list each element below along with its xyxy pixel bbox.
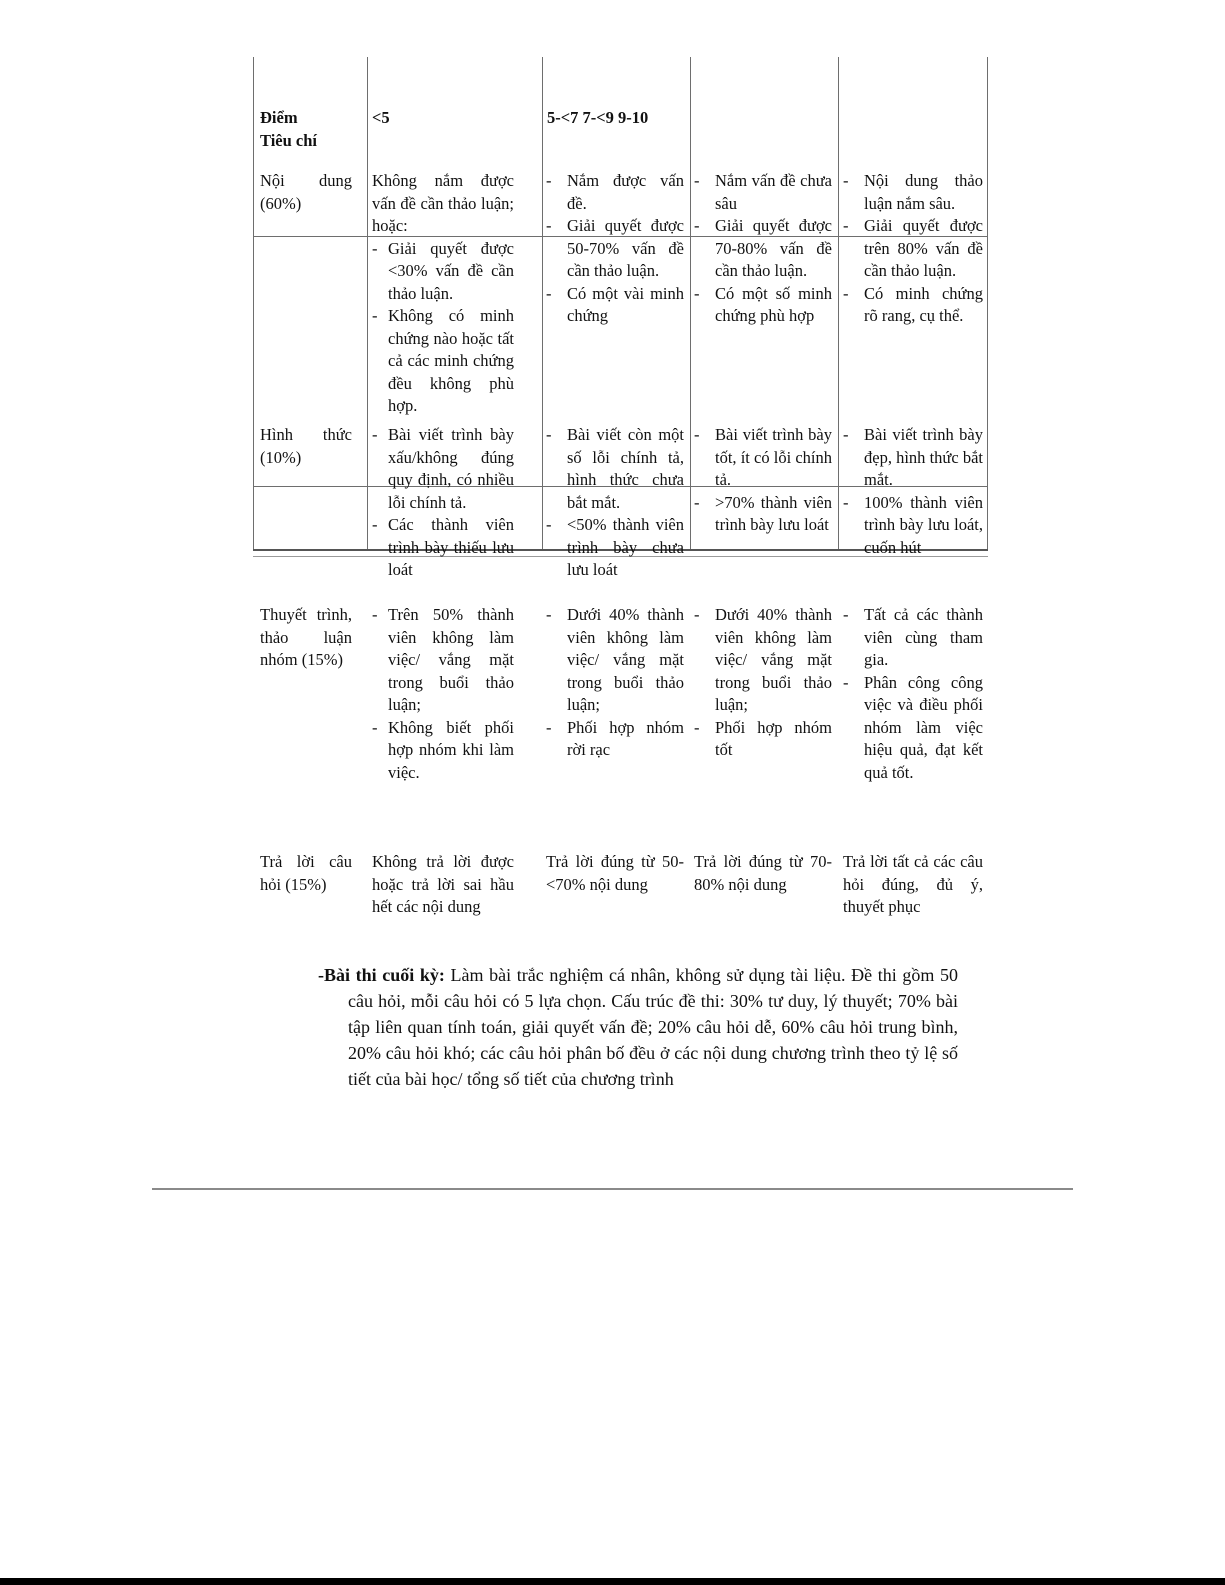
- header-criteria-line1: Điểm: [260, 108, 298, 127]
- cell-bullet-item: - Dưới 40% thành viên không làm việc/ vắng mặt trong buổi thảo luận;: [546, 604, 684, 717]
- cell-bullet-item: - Có minh chứng rõ rang, cụ thể.: [843, 283, 983, 328]
- rubric-cell-thuyettrinh-5to7: [546, 604, 684, 762]
- cell-bullet-item: - Không biết phối hợp nhóm khi làm việc.: [372, 717, 514, 785]
- final-exam-note-text: Làm bài trắc nghiệm cá nhân, không sử dụng tài liệu. Đề thi gồm 50 câu hỏi, mỗi câu hỏi có 5 lựa chọn. Cấu trúc đề thi: 30% tư duy, lý thuyết; 70% bài tập liên quan tính toán, giải quyết vấn đề; 20% câu hỏi dễ, 60% câu hỏi trung bình, 20% câu hỏi khó; các câu hỏi phân bố đều ở các nội dung chương trình theo tỷ lệ số tiết của bài học/ tổng số tiết của chương trình: [348, 965, 958, 1089]
- table-border-right: [987, 57, 988, 550]
- cell-bullet-item: - Bài viết trình bày xấu/không đúng quy định, có nhiều lỗi chính tả.: [372, 424, 514, 514]
- cell-bullet-item: - Phối hợp nhóm rời rạc: [546, 717, 684, 762]
- cell-bullet-item: - Có một số minh chứng phù hợp: [694, 283, 832, 328]
- rubric-cell-traloi-7to9: Trả lời đúng từ 70-80% nội dung: [694, 852, 832, 894]
- cell-bullet-item: - <50% thành viên trình bày chưa lưu loát: [546, 514, 684, 582]
- rubric-cell-noidung-lt5: [372, 170, 514, 418]
- criterion-label-hinh-thuc: Hình thức (10%): [260, 425, 352, 467]
- rubric-cell-hinhthuc-5to7: [546, 424, 684, 582]
- cell-bullet-item: - Không có minh chứng nào hoặc tất cả các minh chứng đều không phù hợp.: [372, 305, 514, 418]
- table-border-col1: [367, 57, 368, 550]
- cell-bullet-item: - Trên 50% thành viên không làm việc/ vắng mặt trong buổi thảo luận;: [372, 604, 514, 717]
- header-criteria-line2: Tiêu chí: [260, 130, 318, 150]
- criterion-label-tra-loi: Trả lời câu hỏi (15%): [260, 852, 352, 894]
- rubric-cell-noidung-9to10: [843, 170, 983, 328]
- table-border-left: [253, 57, 254, 550]
- cell-bullet-item: - Các thành viên trình bày thiếu lưu loát: [372, 514, 514, 582]
- cell-bullet-item: - 100% thành viên trình bày lưu loát, cuốn hút: [843, 492, 983, 560]
- cell-bullet-item: - Phối hợp nhóm tốt: [694, 717, 832, 762]
- table-border-col4: [838, 57, 839, 550]
- rubric-cell-noidung-7to9: [694, 170, 832, 328]
- cell-bullet-item: - Phân công công việc và điều phối nhóm làm việc hiệu quả, đạt kết quả tốt.: [843, 672, 983, 785]
- cell-bullet-item: - Giải quyết được 70-80% vấn đề cần thảo luận.: [694, 215, 832, 283]
- cell-bullet-item: - Nắm được vấn đề.: [546, 170, 684, 215]
- final-exam-note-label: -Bài thi cuối kỳ:: [318, 965, 445, 985]
- criterion-label-noi-dung: Nội dung (60%): [260, 171, 352, 213]
- final-exam-note: [318, 962, 958, 1092]
- cell-bullet-item: - Nắm vấn đề chưa sâu: [694, 170, 832, 215]
- rubric-cell-thuyettrinh-lt5: [372, 604, 514, 784]
- header-cell-criteria: [260, 107, 352, 152]
- rubric-cell-hinhthuc-7to9: [694, 424, 832, 537]
- cell-intro: Không nắm được vấn đề cần thảo luận; hoặc:: [372, 171, 514, 235]
- cell-bullet-item: - Tất cả các thành viên cùng tham gia.: [843, 604, 983, 672]
- rubric-cell-traloi-9to10: Trả lời tất cả các câu hỏi đúng, đủ ý, thuyết phục: [843, 852, 983, 916]
- cell-bullet-item: - Bài viết trình bày đẹp, hình thức bắt mắt.: [843, 424, 983, 492]
- cell-item-list: [372, 238, 514, 418]
- rubric-cell-traloi-lt5: Không trả lời được hoặc trả lời sai hầu hết các nội dung: [372, 852, 514, 916]
- rubric-cell-thuyettrinh-9to10: [843, 604, 983, 784]
- table-border-col3: [690, 57, 691, 550]
- cell-bullet-item: - Giải quyết được trên 80% vấn đề cần thảo luận.: [843, 215, 983, 283]
- cell-bullet-item: - Bài viết còn một số lỗi chính tả, hình thức chưa bắt mắt.: [546, 424, 684, 514]
- rubric-cell-traloi-5to7: Trả lời đúng từ 50-<70% nội dung: [546, 852, 684, 894]
- cell-bullet-item: - Nội dung thảo luận nắm sâu.: [843, 170, 983, 215]
- cell-bullet-item: - Giải quyết được 50-70% vấn đề cần thảo luận.: [546, 215, 684, 283]
- header-cell-score-ranges: 5-<7 7-<9 9-10: [547, 108, 649, 127]
- cell-bullet-item: - >70% thành viên trình bày lưu loát: [694, 492, 832, 537]
- bottom-black-bar: [0, 1578, 1225, 1585]
- rubric-cell-hinhthuc-9to10: [843, 424, 983, 559]
- cell-bullet-item: - Có một vài minh chứng: [546, 283, 684, 328]
- rubric-cell-thuyettrinh-7to9: [694, 604, 832, 762]
- table-border-col2: [542, 57, 543, 550]
- cell-bullet-item: - Giải quyết được <30% vấn đề cần thảo luận.: [372, 238, 514, 306]
- rubric-cell-noidung-5to7: [546, 170, 684, 328]
- cell-bullet-item: - Dưới 40% thành viên không làm việc/ vắng mặt trong buổi thảo luận;: [694, 604, 832, 717]
- page-divider-rule: [152, 1188, 1073, 1190]
- cell-bullet-item: - Bài viết trình bày tốt, ít có lỗi chính tả.: [694, 424, 832, 492]
- rubric-cell-hinhthuc-lt5: [372, 424, 514, 582]
- header-cell-lt5: <5: [372, 108, 390, 127]
- criterion-label-thuyet-trinh: Thuyết trình, thảo luận nhóm (15%): [260, 605, 352, 669]
